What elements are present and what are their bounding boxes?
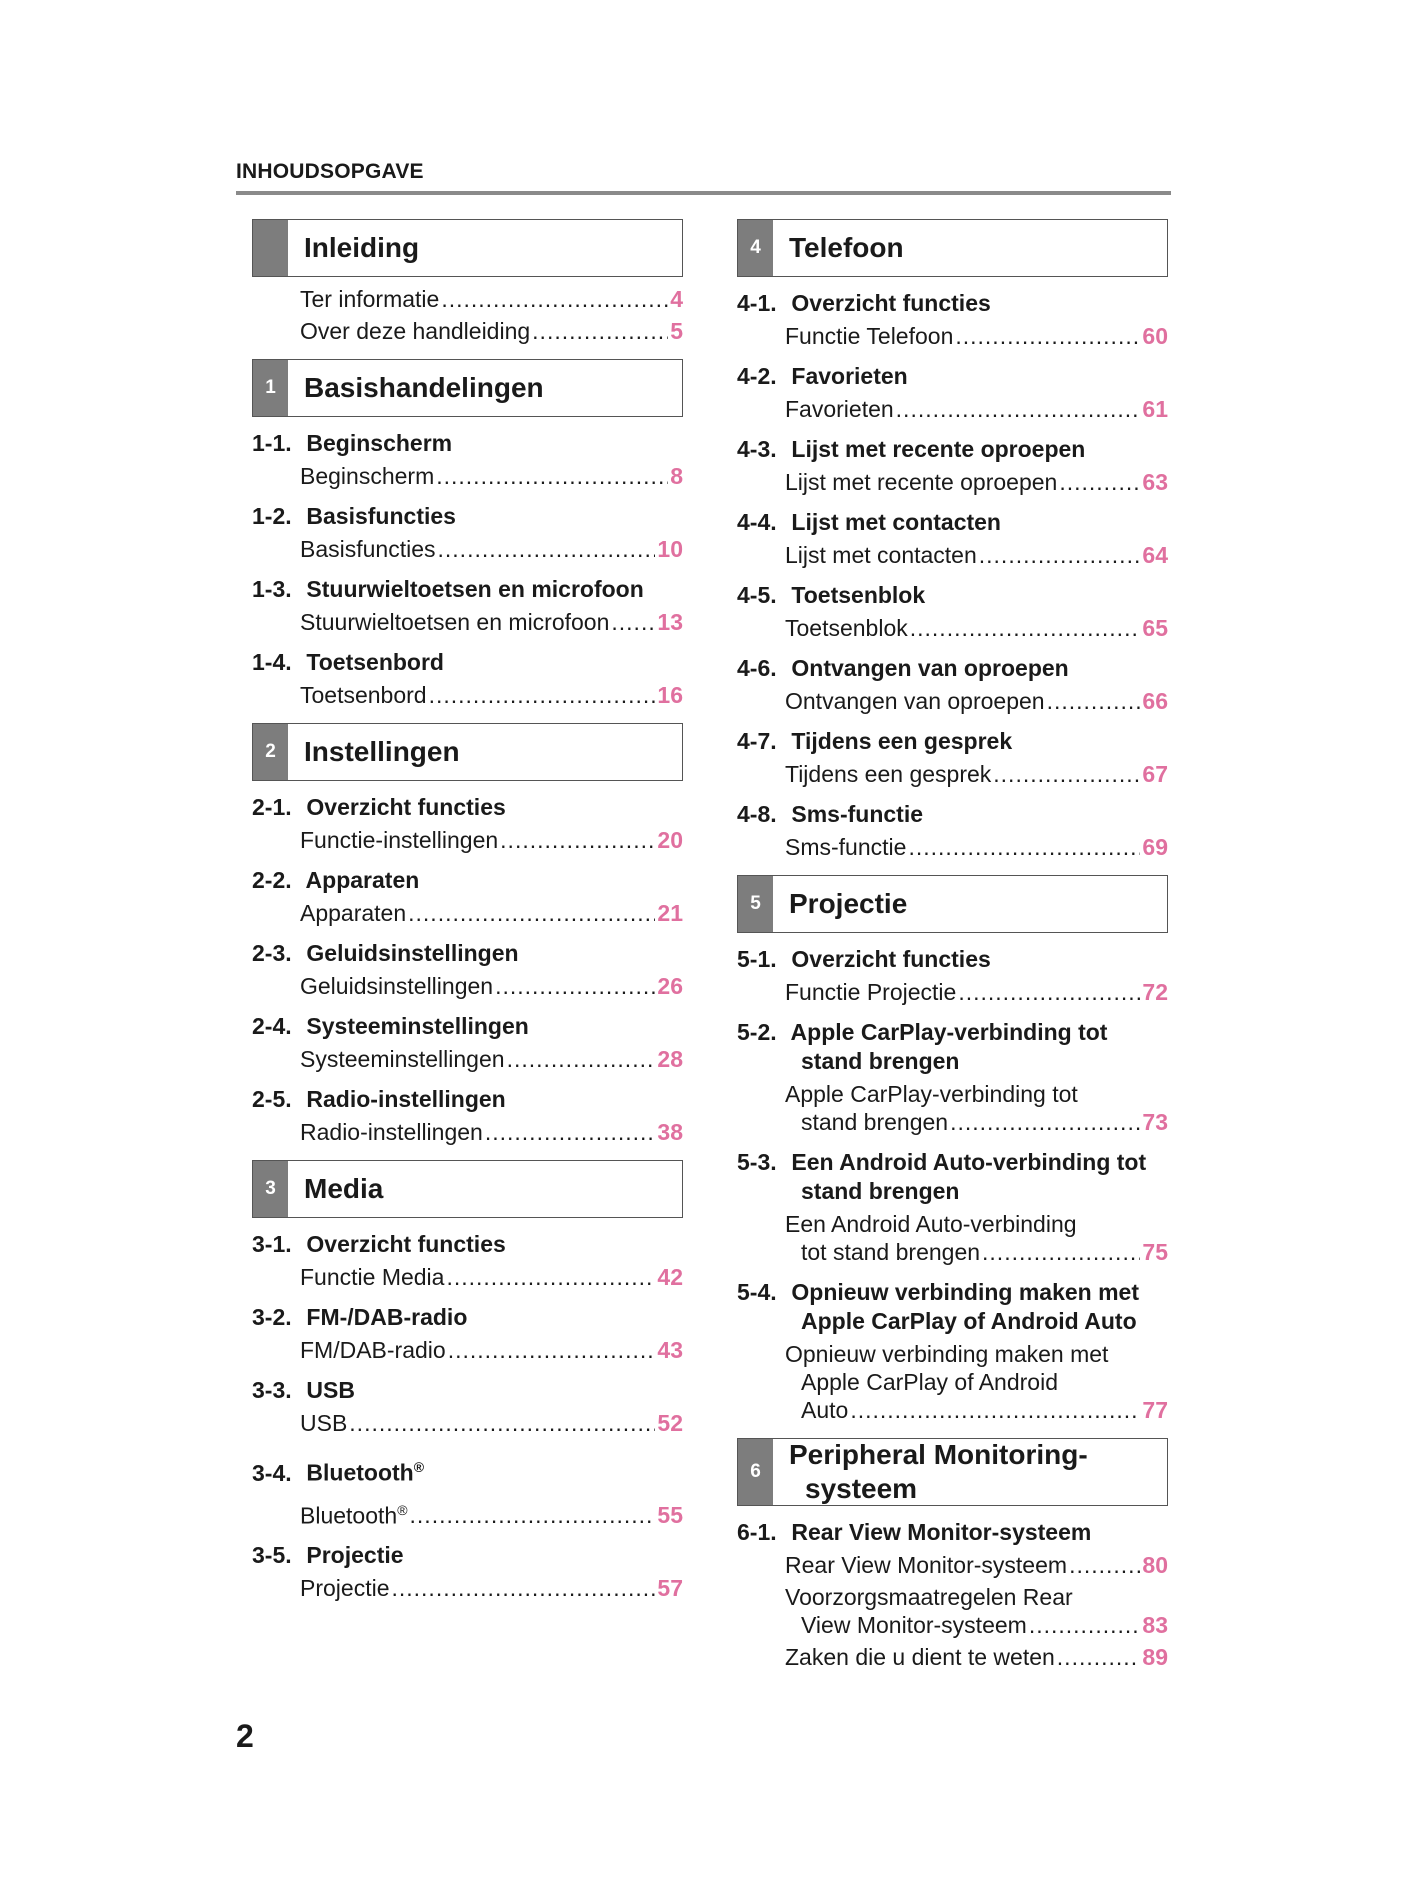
subsection-heading[interactable] [737, 945, 1168, 974]
text-label: FM/DAB-radio [300, 1337, 446, 1363]
subsection-number: 5-3. [737, 1149, 777, 1175]
text-label: Functie Telefoon [785, 323, 954, 349]
subsection-heading[interactable] [252, 793, 683, 822]
page-ref: 80 [1142, 1552, 1168, 1578]
page-ref: 8 [670, 463, 683, 489]
subsection-number: 1-1. [252, 430, 292, 456]
subsection-number: 4-6. [737, 655, 777, 681]
subsection-number: 3-3. [252, 1377, 292, 1403]
toc-entry[interactable] [252, 1118, 683, 1146]
text-label: Lijst met contacten [785, 542, 977, 568]
leader-dots [500, 826, 655, 854]
text-label: Beginscherm [300, 463, 435, 489]
subsection-number: 4-2. [737, 363, 777, 389]
toc-entry[interactable] [737, 833, 1168, 861]
leader-dots [448, 1336, 656, 1364]
toc-entry[interactable] [252, 1263, 683, 1291]
subsection-number: 1-2. [252, 503, 292, 529]
subsection-number: 4-4. [737, 509, 777, 535]
entry-label-line[interactable]: Apple CarPlay-verbinding tot [785, 1081, 1078, 1107]
text-label: Tijdens een gesprek [791, 728, 1013, 754]
page-header-title: INHOUDSOPGAVE [236, 160, 424, 183]
subsection-number: 3-2. [252, 1304, 292, 1330]
text-label: Basisfuncties [306, 503, 456, 529]
section-header-instellingen[interactable] [252, 723, 683, 781]
toc-entry[interactable] [252, 608, 683, 636]
page-ref: 16 [657, 682, 683, 708]
section-header-projectie[interactable] [737, 875, 1168, 933]
text-label: Apparaten [305, 867, 420, 893]
section-header-telefoon[interactable] [737, 219, 1168, 277]
text-label: USB [306, 1377, 355, 1403]
text-label: Favorieten [785, 396, 894, 422]
leader-dots [438, 535, 656, 563]
section-title: Basishandelingen [304, 372, 544, 403]
subsection-heading[interactable] [252, 1085, 683, 1114]
page-ref: 43 [657, 1337, 683, 1363]
text-label: Favorieten [791, 363, 908, 389]
subsection-number: 3-5. [252, 1542, 292, 1569]
text-label: Systeeminstellingen [300, 1046, 505, 1072]
subsection-heading[interactable] [252, 575, 683, 604]
subsection-heading[interactable] [252, 1453, 683, 1488]
leader-dots [408, 899, 655, 927]
toc-entry[interactable] [737, 1643, 1168, 1671]
toc-entry[interactable] [737, 322, 1168, 350]
leader-dots [436, 462, 668, 490]
toc-entry[interactable] [737, 614, 1168, 642]
page-ref: 5 [670, 318, 683, 344]
leader-dots [485, 1118, 656, 1146]
subsection-heading[interactable] [737, 727, 1168, 756]
subsection-heading[interactable] [252, 502, 683, 531]
section-title: Instellingen [304, 736, 460, 767]
toc-column-right [737, 219, 1168, 1671]
leader-dots [1059, 468, 1140, 496]
subsection-number: 2-3. [252, 940, 292, 966]
entry-label-line[interactable]: Een Android Auto-verbinding [785, 1211, 1077, 1237]
toc-entry[interactable] [252, 899, 683, 927]
page-ref: 66 [1142, 688, 1168, 714]
page-ref: 89 [1142, 1644, 1168, 1670]
subsection-number: 1-3. [252, 576, 292, 602]
leader-dots [441, 285, 668, 313]
subsection-heading[interactable] [737, 800, 1168, 829]
subsection-number: 4-7. [737, 728, 777, 754]
section-header-inleiding[interactable] [252, 219, 683, 277]
subsection-number: 5-2. [737, 1019, 777, 1045]
page-ref: 65 [1142, 615, 1168, 641]
text-label: Apple CarPlay-verbinding tot [790, 1019, 1108, 1045]
toc-entry[interactable] [252, 1574, 683, 1602]
toc-entry[interactable] [252, 535, 683, 563]
section-tab [253, 220, 288, 276]
leader-dots [410, 1501, 656, 1529]
page-ref: 77 [1142, 1397, 1168, 1423]
section-title: Peripheral Monitoring- systeem [789, 1439, 1088, 1504]
text-label: Basisfuncties [300, 536, 436, 562]
section-tab: 2 [253, 724, 288, 780]
subsection-number: 3-1. [252, 1231, 292, 1257]
page-ref: 72 [1142, 979, 1168, 1005]
toc-entry[interactable] [737, 1396, 1168, 1424]
section-header-media[interactable] [252, 1160, 683, 1218]
subsection-heading[interactable] [737, 1018, 1168, 1076]
text-label: Toetsenbord [300, 682, 427, 708]
leader-dots [532, 317, 668, 345]
subsection-heading[interactable] [737, 654, 1168, 683]
section-title: Projectie [789, 888, 908, 919]
text-label: Opnieuw verbinding maken met [791, 1279, 1140, 1305]
subsection-heading[interactable] [252, 429, 683, 458]
leader-dots [429, 681, 656, 709]
text-label: Projectie [300, 1575, 390, 1602]
text-label: Ontvangen van oproepen [791, 655, 1069, 681]
section-title: Media [304, 1173, 384, 1204]
text-label: Overzicht functies [791, 946, 991, 972]
text-label: Functie Media [300, 1264, 445, 1290]
page-ref: 73 [1142, 1109, 1168, 1135]
text-label: FM-/DAB-radio [306, 1304, 468, 1330]
text-label: Radio-instellingen [306, 1086, 506, 1112]
toc-entry[interactable] [737, 1551, 1168, 1579]
leader-dots [979, 541, 1141, 569]
toc-entry[interactable] [737, 687, 1168, 715]
toc-entry[interactable] [737, 1611, 1168, 1639]
text-label: Overzicht functies [306, 794, 506, 820]
subsection-heading[interactable] [252, 1230, 683, 1259]
subsection-number: 2-1. [252, 794, 292, 820]
section-tab: 1 [253, 360, 288, 416]
leader-dots [850, 1396, 1140, 1424]
text-label: Functie-instellingen [300, 827, 499, 853]
leader-dots [507, 1045, 656, 1073]
subsection-heading[interactable] [252, 648, 683, 677]
toc-entry[interactable] [252, 462, 683, 490]
page-ref: 20 [657, 827, 683, 853]
subsection-number: 4-8. [737, 801, 777, 827]
page-ref: 61 [1142, 396, 1168, 422]
toc-entry[interactable] [252, 1045, 683, 1073]
text-label: Stuurwieltoetsen en microfoon [300, 609, 610, 635]
text-label: View Monitor-systeem [801, 1612, 1027, 1638]
subsection-heading[interactable] [252, 866, 683, 895]
page-ref: 69 [1142, 834, 1168, 860]
text-label: Lijst met contacten [791, 509, 1001, 535]
text-label: Toetsenblok [791, 582, 926, 608]
header-divider [236, 191, 1171, 195]
text-label: Projectie [306, 1542, 404, 1569]
leader-dots [446, 1263, 655, 1291]
subsection-heading[interactable] [737, 581, 1168, 610]
toc-entry[interactable] [252, 285, 683, 313]
text-label: Overzicht functies [791, 290, 991, 316]
toc-entry[interactable] [737, 760, 1168, 788]
subsection-number: 4-3. [737, 436, 777, 462]
toc-entry[interactable] [252, 1336, 683, 1364]
text-label: stand brengen [801, 1178, 960, 1204]
subsection-number: 3-4. [252, 1459, 292, 1486]
entry-label: Ter informatie [300, 286, 440, 312]
text-label: Systeeminstellingen [306, 1013, 529, 1039]
text-label: Radio-instellingen [300, 1119, 483, 1145]
registered-mark: ® [413, 1459, 425, 1475]
page-ref: 38 [657, 1119, 683, 1145]
text-label: Functie Projectie [785, 979, 957, 1005]
text-label: Bluetooth [306, 1459, 414, 1486]
page-ref: 60 [1142, 323, 1168, 349]
text-label: Sms-functie [791, 801, 924, 827]
page-ref: 26 [657, 973, 683, 999]
subsection-heading[interactable] [252, 939, 683, 968]
subsection-heading[interactable] [737, 1278, 1168, 1336]
page-ref: 13 [657, 609, 683, 635]
page-ref: 21 [657, 900, 683, 926]
text-label: Een Android Auto-verbinding tot [791, 1149, 1147, 1175]
leader-dots [391, 1574, 655, 1602]
subsection-number: 1-4. [252, 649, 292, 675]
toc-entry[interactable] [252, 826, 683, 854]
text-label: Lijst met recente oproepen [791, 436, 1086, 462]
toc-entry[interactable] [737, 1238, 1168, 1266]
text-label: Sms-functie [785, 834, 907, 860]
section-header-peripheral-monitoring[interactable] [737, 1438, 1168, 1506]
subsection-heading[interactable] [737, 435, 1168, 464]
section-tab: 6 [738, 1439, 773, 1505]
text-label: tot stand brengen [801, 1239, 981, 1265]
leader-dots [993, 760, 1140, 788]
subsection-number: 2-4. [252, 1013, 292, 1039]
text-label: stand brengen [801, 1109, 949, 1135]
leader-dots [1069, 1551, 1140, 1579]
subsection-heading[interactable] [252, 1541, 683, 1570]
text-label: Geluidsinstellingen [300, 973, 494, 999]
text-label: Zaken die u dient te weten [785, 1644, 1055, 1670]
text-label: Rear View Monitor-systeem [785, 1552, 1068, 1578]
section-title: Telefoon [789, 232, 904, 263]
toc-entry[interactable] [737, 541, 1168, 569]
toc-entry[interactable] [252, 681, 683, 709]
subsection-number: 2-2. [252, 867, 292, 893]
subsection-number: 5-4. [737, 1279, 777, 1305]
text-label: Beginscherm [306, 430, 453, 456]
toc-entry[interactable] [737, 468, 1168, 496]
leader-dots [349, 1409, 655, 1437]
text-label: Tijdens een gesprek [785, 761, 992, 787]
text-label: stand brengen [801, 1048, 960, 1074]
page-ref: 10 [657, 536, 683, 562]
leader-dots [958, 978, 1140, 1006]
text-label: Overzicht functies [306, 1231, 506, 1257]
text-label: Lijst met recente oproepen [785, 469, 1058, 495]
text-label: Apple CarPlay of Android Auto [801, 1308, 1137, 1334]
toc-entry[interactable] [737, 978, 1168, 1006]
section-tab: 5 [738, 876, 773, 932]
leader-dots [611, 608, 655, 636]
subsection-heading[interactable] [737, 508, 1168, 537]
text-label: ® [397, 1501, 408, 1518]
page-ref: 83 [1142, 1612, 1168, 1638]
toc-entry[interactable] [252, 972, 683, 1000]
leader-dots [1047, 687, 1141, 715]
leader-dots [495, 972, 655, 1000]
toc-entry[interactable] [252, 1496, 683, 1530]
subsection-number: 5-1. [737, 946, 777, 972]
toc-column-left [252, 219, 683, 1602]
subsection-number: 4-1. [737, 290, 777, 316]
text-label: Geluidsinstellingen [306, 940, 519, 966]
page-ref: 55 [657, 1502, 683, 1529]
page-ref: 63 [1142, 469, 1168, 495]
page-ref: 75 [1142, 1239, 1168, 1265]
section-header-basishandelingen[interactable] [252, 359, 683, 417]
text-label: Apparaten [300, 900, 407, 926]
entry-label-line[interactable]: Opnieuw verbinding maken met [785, 1341, 1109, 1367]
page-ref: 28 [657, 1046, 683, 1072]
leader-dots [955, 322, 1140, 350]
text-label: Stuurwieltoetsen en microfoon [306, 576, 644, 602]
subsection-number: 4-5. [737, 582, 777, 608]
page-ref: 52 [657, 1410, 683, 1436]
text-label: Ontvangen van oproepen [785, 688, 1045, 714]
subsection-heading[interactable] [252, 1376, 683, 1405]
leader-dots [896, 395, 1141, 423]
leader-dots [910, 614, 1141, 642]
leader-dots [1029, 1611, 1141, 1639]
text-label: Bluetooth® [300, 1501, 408, 1529]
text-label: Toetsenblok [785, 615, 908, 641]
subsection-heading[interactable] [737, 362, 1168, 391]
leader-dots [982, 1238, 1140, 1266]
text-label: Toetsenbord [306, 649, 444, 675]
text-label: Auto [801, 1397, 849, 1423]
section-title: Inleiding [304, 232, 420, 263]
subsection-number: 2-5. [252, 1086, 292, 1112]
page-ref: 4 [670, 286, 683, 312]
page-ref: 67 [1142, 761, 1168, 787]
subsection-heading[interactable] [737, 289, 1168, 318]
subsection-heading[interactable] [737, 1518, 1168, 1547]
entry-label-line[interactable]: Apple CarPlay of Android [801, 1369, 1058, 1395]
subsection-number: 6-1. [737, 1519, 777, 1545]
entry-label-line[interactable]: Voorzorgsmaatregelen Rear [785, 1584, 1073, 1610]
page-ref: 42 [657, 1264, 683, 1290]
page-ref: 57 [657, 1575, 683, 1602]
page-number: 2 [236, 1718, 254, 1754]
subsection-heading[interactable] [252, 1303, 683, 1332]
entry-label: Over deze handleiding [300, 318, 531, 344]
section-tab: 4 [738, 220, 773, 276]
text-label: Rear View Monitor-systeem [791, 1519, 1092, 1545]
leader-dots [908, 833, 1140, 861]
section-tab: 3 [253, 1161, 288, 1217]
toc-entry[interactable] [737, 395, 1168, 423]
page-ref: 64 [1142, 542, 1168, 568]
toc-entry[interactable] [737, 1108, 1168, 1136]
toc-entry[interactable] [252, 317, 683, 345]
text-label: USB [300, 1410, 348, 1436]
leader-dots [950, 1108, 1140, 1136]
subsection-heading[interactable] [737, 1148, 1168, 1206]
leader-dots [1057, 1643, 1141, 1671]
toc-entry[interactable] [252, 1409, 683, 1437]
subsection-heading[interactable] [252, 1012, 683, 1041]
